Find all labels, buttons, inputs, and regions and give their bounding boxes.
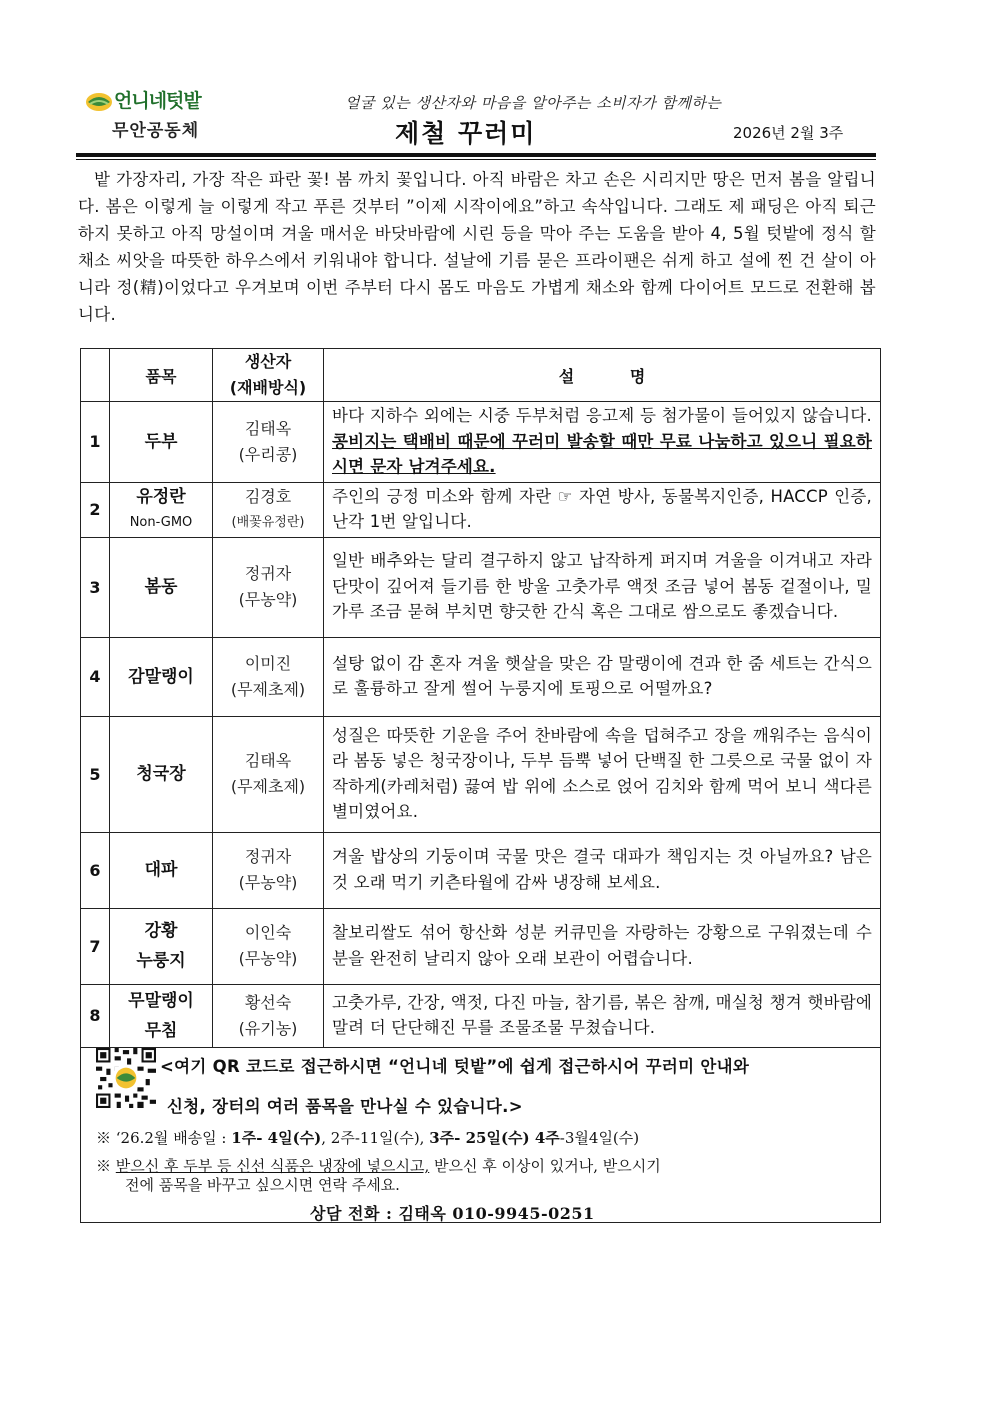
producer-name: 김태옥 (244, 751, 292, 770)
logo-leaf-icon (84, 88, 114, 116)
table-header-row (81, 349, 881, 402)
header-item: 품목 (110, 349, 213, 402)
producer-cell (213, 984, 324, 1047)
cultivation-method: (무농약) (238, 949, 298, 968)
item-name: 봄동 (110, 537, 213, 637)
cultivation-method: (유기농) (238, 1018, 298, 1038)
producer-name: 황선숙 (244, 992, 292, 1012)
qr-guide-line-2: 신청, 장터의 여러 품목을 만나실 수 있습니다.> (167, 1097, 523, 1116)
row-number: 6 (81, 832, 110, 908)
producer-name: 이미진 (244, 653, 292, 673)
item-description: 일반 배추와는 달리 결구하지 않고 납작하게 퍼지며 겨울을 이겨내고 자라 단맛이 깊어져 들기름 한 방울 고춧가루 액젓 조금 넣어 봄동 겉절이나, 밀가루 조금 묻혀 부치면 향긋한 간식 혹은 그대로 쌈으로도 좋겠습니다. (324, 537, 881, 637)
cultivation-method: (우리콩) (238, 444, 298, 464)
producer-name: 정귀자 (244, 847, 292, 866)
header-producer (213, 349, 324, 402)
table-row (81, 402, 881, 483)
storage-note-underlined: 받으신 후 두부 등 신선 식품은 냉장에 넣으시고, (115, 1157, 430, 1175)
items-table (80, 348, 881, 1048)
item-description (324, 402, 881, 483)
producer-name: 정귀자 (244, 564, 292, 583)
cultivation-method: (무농약) (238, 873, 298, 892)
qr-guide-line-1: <여기 QR 코드로 접근하시면 “언니네 텃밭”에 쉽게 접근하시어 꾸러미 안내와 (160, 1057, 750, 1076)
row-number: 3 (81, 537, 110, 637)
item-name-sub: 누룽지 (136, 951, 186, 971)
page-title: 제철 꾸러미 (395, 119, 537, 148)
delivery-week-3-4: 3주- 25일(수) 4주 (429, 1129, 560, 1147)
header-number (81, 349, 110, 402)
storage-note-rest: 받으신 후 이상이 있거나, 받으시기 (429, 1157, 661, 1175)
table-row (81, 537, 881, 637)
tagline: 얼굴 있는 생산자와 마음을 알아주는 소비자가 함께하는 (345, 94, 722, 112)
table-row (81, 908, 881, 984)
issue-date: 2026년 2월 3주 (733, 124, 844, 142)
header-description: 설 명 (324, 349, 881, 402)
header-method-label: (재배방식) (229, 378, 307, 397)
producer-cell (213, 537, 324, 637)
item-name: 강황 (144, 921, 178, 941)
row-number: 8 (81, 984, 110, 1047)
row-number: 2 (81, 482, 110, 537)
contact-phone: 상담 전화 : 김태옥 010-9945-0251 (310, 1204, 595, 1223)
producer-cell (213, 482, 324, 537)
logo (84, 86, 234, 146)
delivery-dates-prefix: ※ ‘26.2월 배송일 : (96, 1129, 232, 1147)
producer-name: 이인숙 (244, 923, 292, 942)
row-number: 4 (81, 637, 110, 716)
storage-note-prefix: ※ (96, 1157, 116, 1175)
table-row (81, 482, 881, 537)
item-name: 감말랭이 (110, 637, 213, 716)
table-row (81, 716, 881, 832)
producer-cell (213, 716, 324, 832)
delivery-week-2: , 2주-11일(수), (321, 1129, 430, 1147)
item-description: 고춧가루, 간장, 액젓, 다진 마늘, 참기름, 볶은 참깨, 매실청 챙겨 햇바람에 말려 더 단단해진 무를 조물조물 무쳤습니다. (324, 984, 881, 1047)
header-producer-label: 생산자 (244, 352, 292, 371)
cultivation-method: (무농약) (238, 590, 298, 609)
item-name-sub: Non-GMO (129, 514, 193, 530)
item-name: 무말랭이 (128, 990, 194, 1011)
qr-code-icon[interactable] (96, 1048, 156, 1108)
cultivation-method: (배꽃유정란) (231, 514, 305, 530)
row-number: 5 (81, 716, 110, 832)
header-rule-thin (76, 159, 876, 160)
item-name-cell (110, 482, 213, 537)
logo-text: 언니네텃밭 (114, 90, 201, 112)
item-name: 유정란 (136, 486, 186, 507)
producer-name: 김경호 (244, 486, 292, 506)
logo-subtitle: 무안공동체 (112, 121, 200, 141)
description-highlight: 콩비지는 택배비 때문에 꾸러미 발송할 때만 무료 나눔하고 있으니 필요하시면 문자 남겨주세요. (332, 431, 872, 476)
item-name-cell (110, 908, 213, 984)
table-row (81, 832, 881, 908)
producer-cell (213, 832, 324, 908)
producer-cell (213, 908, 324, 984)
item-description: 찰보리쌀도 섞어 항산화 성분 커큐민을 자랑하는 강황으로 구워졌는데 수분을 완전히 날리지 않아 오래 보관이 어렵습니다. (324, 908, 881, 984)
item-description: 겨울 밥상의 기둥이며 국물 맛은 결국 대파가 책임지는 것 아닐까요? 남은 것 오래 먹기 키츤타월에 감싸 냉장해 보세요. (324, 832, 881, 908)
item-description: 설탕 없이 감 혼자 겨울 햇살을 맞은 감 말랭이에 견과 한 줌 세트는 간식으로 훌륭하고 잘게 썰어 누룽지에 토핑으로 어떨까요? (324, 637, 881, 716)
item-name: 대파 (110, 832, 213, 908)
producer-cell (213, 637, 324, 716)
table-row (81, 984, 881, 1047)
cultivation-method: (무제초제) (230, 777, 306, 796)
storage-note (96, 1155, 661, 1176)
cultivation-method: (무제초제) (230, 679, 306, 699)
row-number: 7 (81, 908, 110, 984)
producer-name: 김태옥 (244, 418, 292, 438)
item-name: 두부 (110, 402, 213, 483)
delivery-week-4-date: -3월4일(수) (559, 1129, 640, 1147)
item-description: 성질은 따뜻한 기운을 주어 찬바람에 속을 덥혀주고 장을 깨워주는 음식이라 봄동 넣은 청국장이나, 두부 듬뿍 넣어 단백질 한 그릇으로 국물 없이 자작하게(카레처럼) 끓여 밥 위에 소스로 얹어 김치와 함께 먹어 보니 색다른 별미였어요. (324, 716, 881, 832)
table-row (81, 637, 881, 716)
header-rule-thick (76, 153, 876, 157)
item-description: 주인의 긍정 미소와 함께 자란 ☞ 자연 방사, 동물복지인증, HACCP 인증, 난각 1번 알입니다. (324, 482, 881, 537)
row-number: 1 (81, 402, 110, 483)
description-text: 바다 지하수 외에는 시중 두부처럼 응고제 등 첨가물이 들어있지 않습니다. (332, 406, 872, 425)
item-name-cell (110, 984, 213, 1047)
delivery-week-1: 1주- 4일(수) (231, 1129, 322, 1147)
producer-cell (213, 402, 324, 483)
storage-note-continued: 전에 품목을 바꾸고 싶으시면 연락 주세요. (125, 1176, 400, 1194)
item-name-sub: 무침 (144, 1020, 178, 1041)
intro-paragraph: 밭 가장자리, 가장 작은 파란 꽃! 봄 까치 꽃입니다. 아직 바람은 차고 손은 시리지만 땅은 먼저 봄을 알립니다. 봄은 이렇게 늘 이렇게 작고 푸른 것부터 ”이제 시작이에요”하고 속삭입니다. 그래도 제 패딩은 아직 퇴근하지 못하고 아직 망설이며 겨울 매서운 바닷바람에 시린 등을 막아 주는 도움을 받아 4, 5월 텃밭에 정식 할 채소 씨앗을 따뜻한 하우스에서 키워내야 합니다. 설날에 기름 묻은 프라이팬은 쉬게 하고 설에 찐 건 살이 아니라 정(精)이었다고 우겨보며 이번 주부터 다시 몸도 마음도 가볍게 채소와 함께 다이어트 모드로 전환해 봅니다. (78, 170, 876, 324)
item-name: 청국장 (110, 716, 213, 832)
delivery-dates-note (96, 1127, 639, 1148)
